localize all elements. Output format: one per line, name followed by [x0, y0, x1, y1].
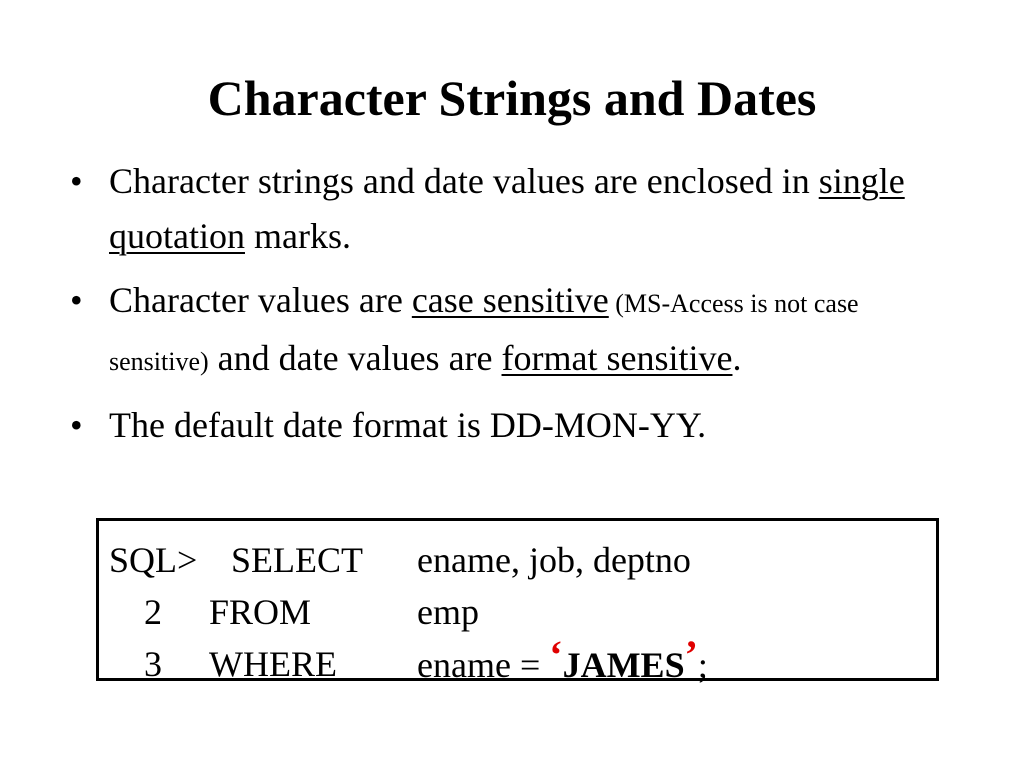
bullet-2-underlined-case: case sensitive	[411, 280, 609, 320]
sql-string-value: JAMES	[562, 645, 685, 685]
sql-statement-terminator: ;	[697, 645, 708, 685]
sql-line-number: 2	[144, 592, 162, 632]
bullet-item-3	[70, 398, 960, 453]
sql-code-box	[96, 518, 939, 685]
bullet-dot-icon: •	[70, 280, 83, 320]
bullet-3-text: The default date format is DD-MON-YY.	[109, 405, 707, 445]
sql-where-clause	[417, 632, 708, 691]
sql-row-1	[99, 534, 936, 586]
bullet-2-underlined-format: format sensitive	[501, 338, 733, 378]
sql-row-3	[99, 632, 936, 690]
bullet-dot-icon: •	[70, 405, 83, 445]
sql-open-quote: ‘	[549, 632, 563, 677]
sql-where-prefix: ename =	[417, 645, 550, 685]
sql-keyword-select: SELECT	[231, 540, 363, 580]
bullet-1-outro: marks.	[244, 216, 351, 256]
bullet-item-1	[70, 154, 960, 264]
sql-table-name: emp	[417, 592, 479, 632]
bullet-dot-icon: •	[70, 161, 83, 201]
slide-title: Character Strings and Dates	[207, 70, 817, 126]
bullet-2-note: (MS-Access is not case sensitive)	[109, 289, 859, 376]
bullet-list	[70, 154, 960, 462]
bullet-1-intro: Character strings and date values are enclosed in	[109, 161, 819, 201]
sql-select-columns: ename, job, deptno	[417, 540, 691, 580]
bullet-item-2	[70, 273, 960, 389]
sql-line-number: 3	[144, 644, 162, 684]
sql-keyword-from: FROM	[209, 592, 312, 632]
bullet-1-underlined: single quotation	[109, 161, 905, 256]
bullet-2-outro: .	[732, 338, 742, 378]
bullet-2-middle: and date values are	[208, 338, 502, 378]
sql-row-2	[99, 586, 936, 638]
sql-prompt: SQL>	[109, 540, 198, 580]
sql-close-quote: ’	[684, 632, 698, 677]
bullet-2-intro: Character values are	[109, 280, 412, 320]
sql-keyword-where: WHERE	[209, 644, 337, 684]
